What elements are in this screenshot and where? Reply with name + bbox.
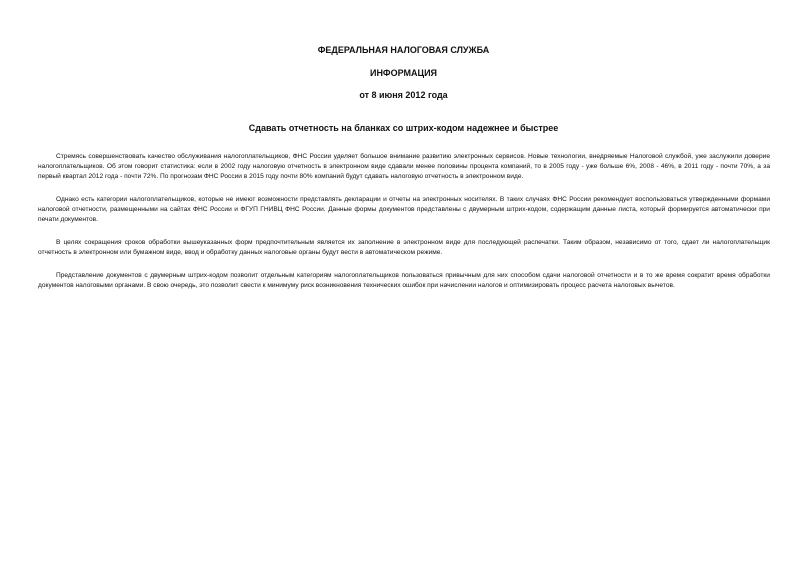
document-title: Сдавать отчетность на бланках со штрих-кодом надежнее и быстрее (248, 123, 559, 133)
body-paragraph: Стремясь совершенствовать качество обслуживания налогоплательщиков, ФНС России уделяет большое внимание развитию электронных сервисов. Новые технологии, внедряемые Налоговой службой, уже заслужили доверие налогоплательщиков. Об этом говорит статистика: если в 2002 году налоговую отчетность в электронном виде сдавали менее половины процента компаний, то в 2005 году - уже больше 6%, 2008 - 46%, в 2011 году - почти 70%, а за первый квартал 2012 года - почти 72%. По прогнозам ФНС России в 2015 году почти 80% компаний будут сдавать налоговую отчетность в электронном виде. (38, 153, 770, 180)
body-paragraph: Однако есть категории налогоплательщиков, которые не имеют возможности представлять декларации и отчеты на электронных носителях. В таких случаях ФНС России рекомендует воспользоваться утвержденными формами налоговой отчетности, размещенными на сайтах ФНС России и ФГУП ГНИВЦ ФНС России. Данные формы документов представлены с двумерным штрих-кодом, содержащим данные листа, который формируется автоматически при печати документов. (38, 196, 770, 223)
document-body (38, 152, 770, 304)
body-paragraph: В целях сокращения сроков обработки вышеуказанных форм предпочтительным является их заполнение в электронном виде для последующей распечатки. Таким образом, независимо от того, сдает ли налогоплательщик отчетность в электронном или бумажном виде, ввод и обработку данных налоговые органы будут вести в автоматическом режиме. (38, 239, 770, 256)
organization-heading: ФЕДЕРАЛЬНАЯ НАЛОГОВАЯ СЛУЖБА (317, 45, 490, 55)
document-date: от 8 июня 2012 года (359, 90, 448, 100)
body-paragraph: Представление документов с двумерным штрих-кодом позволит отдельным категориям налогоплательщиков пользоваться привычным для них способом сдачи налоговой отчетности и в то же время сократит время обработки документов налоговыми органами. В свою очередь, это позволит свести к минимуму риск возникновения технических ошибок при начислении налогов и оптимизировать процесс расчета налоговых вычетов. (38, 272, 770, 289)
document-type-heading: ИНФОРМАЦИЯ (369, 68, 438, 78)
